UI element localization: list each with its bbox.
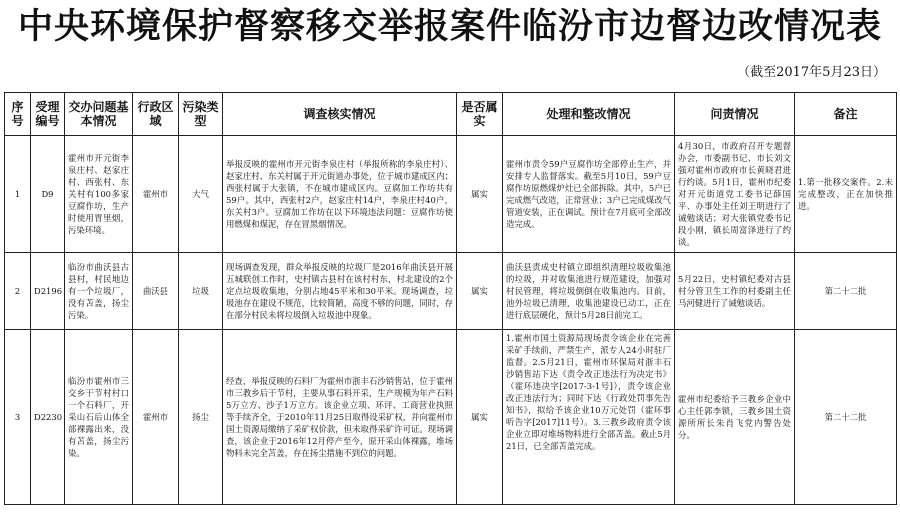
cell-handling: 1.霍州市国土资源局现场责令该企业在完善采矿手续前，严禁生产，派专人24小时驻厂监督。2.5月21日，霍州市环保局对浙丰石沙销售站下达《责令改正违法行为决定书》（霍环违决字[2017-3-1号]），责令该企业改正违法行为；同时下达《行政处罚事先告知书》，拟给予该企业10万元处罚（霍环事听告字[2017]11号）。3.三教乡政府责令该企业立即对堆场物料进行全部苫盖。截止5月21日，已全部苫盖完成。 [503, 330, 675, 505]
cell-type: 扬尘 [179, 330, 223, 505]
cell-code: D2230 [31, 330, 65, 505]
header-remark: 备注 [795, 93, 897, 136]
cell-seq: 2 [5, 253, 31, 330]
header-code: 受理编号 [31, 93, 65, 136]
cell-accountability: 霍州市纪委给予三教乡企业中心主任郭李锁，三教乡国土资源所所长朱肖飞党内警告处分。 [675, 330, 795, 505]
header-seq: 序号 [5, 93, 31, 136]
cell-type: 大气 [179, 136, 223, 253]
cell-accountability: 4月30日，市政府召开专题督办会，市委副书记、市长刘文强对霍州市政府市长黄晓君进行约谈。5月1日，霍州市纪委对开元街道党工委书记薛国平、办事处主任刘王明进行了诫勉谈话；对大张镇党委书记段小刚，镇长周富泽进行了约谈。 [675, 136, 795, 253]
cell-code: D9 [31, 136, 65, 253]
cell-investigation: 现场调查发现，群众举报反映的垃圾厂是2016年曲沃县开展五城联创工作时，史村镇古县村在该村村东，村北建设的2个定点垃圾收集地，分别占地45平米和30平米。现场调查，垃圾池存在建设不规范，比较简陋，高度不够的问题，同时，存在部分村民未将垃圾倒入垃圾池中现象。 [223, 253, 457, 330]
cell-investigation: 举报反映的霍州市开元街李泉庄村（举报所称的李泉庄村）、赵家庄村、东关村属于开元街道办事处，位于城市建成区内；西张村属于大张镇，不在城市建成区内。豆腐加工作坊共有59户。其中，西张村2户，赵家庄村14户，李泉庄村40户，东关村3户。豆腐加工作坊在以下环境违法问题：豆腐作坊使用燃煤和煤泥，存在冒黑烟情况。 [223, 136, 457, 253]
cell-basic: 临汾市曲沃县古县村，村民地边有一个垃圾厂，没有苫盖，扬尘污染。 [65, 253, 133, 330]
table-row [5, 253, 897, 330]
document-title: 中央环境保护督察移交举报案件临汾市边督边改情况表 [17, 7, 882, 47]
cell-code: D2196 [31, 253, 65, 330]
header-true-flag: 是否属实 [457, 93, 503, 136]
cell-true-flag: 属实 [457, 136, 503, 253]
header-row [5, 93, 897, 136]
cell-basic: 霍州市开元街李泉庄村、赵家庄村、西张村、东关村有100多家豆腐作坊，生产时使用胃里烟，污染环境。 [65, 136, 133, 253]
header-type: 污染类型 [179, 93, 223, 136]
cell-basic: 临汾市霍州市三交乡干节村村口一个石料厂，开采山石后山体全部裸露出来，没有苫盖，扬尘污染。 [65, 330, 133, 505]
header-basic: 交办问题基本情况 [65, 93, 133, 136]
cell-remark: 1.第一批移交案件。2.未完成整改，正在加快推进。 [795, 136, 897, 253]
cell-region: 霍州市 [133, 330, 179, 505]
cell-true-flag: 属实 [457, 330, 503, 505]
header-investigation: 调查核实情况 [223, 93, 457, 136]
cell-true-flag: 属实 [457, 253, 503, 330]
header-region: 行政区域 [133, 93, 179, 136]
table-row [5, 136, 897, 253]
header-accountability: 问责情况 [675, 93, 795, 136]
cell-handling: 曲沃县责成史村镇立即组织清理垃圾收集池的垃圾，并对收集池进行规范建设，加强对村民管理，将垃圾倒倒在收集池内。目前，池外垃圾已清理，收集池建设已动工，正在进行底层硬化，预计5月28日前完工。 [503, 253, 675, 330]
cell-seq: 3 [5, 330, 31, 505]
table-row [5, 330, 897, 505]
cell-accountability: 5月22日，史村镇纪委对古县村分管卫生工作的村委副主任马河健进行了诫勉谈话。 [675, 253, 795, 330]
header-handling: 处理和整改情况 [503, 93, 675, 136]
cell-investigation: 经查，举报反映的石料厂为霍州市浙丰石沙销售站，位于霍州市三教乡后干节村，主要从事石料开采，生产规模为年产石料5万立方、沙子1万立方。该企业立项、环评、工商营业执照等手续齐全，于2010年11月25日取得设采矿权，并向霍州市国土资源局缴纳了采矿权价款，但未取得采矿许可证。现场调查，该企业于2016年12月停产至今，原开采山体裸露，堆场物料未完全苫盖，存在扬尘措施不到位的问题。 [223, 330, 457, 505]
cell-remark: 第二十二批 [795, 330, 897, 505]
cases-table [4, 92, 897, 505]
cell-region: 曲沃县 [133, 253, 179, 330]
cell-remark: 第二十二批 [795, 253, 897, 330]
date-note: （截至2017年5月23日） [737, 65, 886, 80]
cell-seq: 1 [5, 136, 31, 253]
cell-region: 霍州市 [133, 136, 179, 253]
cell-handling: 霍州市责令59户豆腐作坊全部停止生产，并安排专人监督落实。截至5月10日，59户豆腐作坊原燃煤炉灶已全部拆除。其中，5户已完成燃气改造，正常营业；3户已完成煤改气管道安装，正在调试。预计在7月底可全部改造完成。 [503, 136, 675, 253]
cell-type: 垃圾 [179, 253, 223, 330]
